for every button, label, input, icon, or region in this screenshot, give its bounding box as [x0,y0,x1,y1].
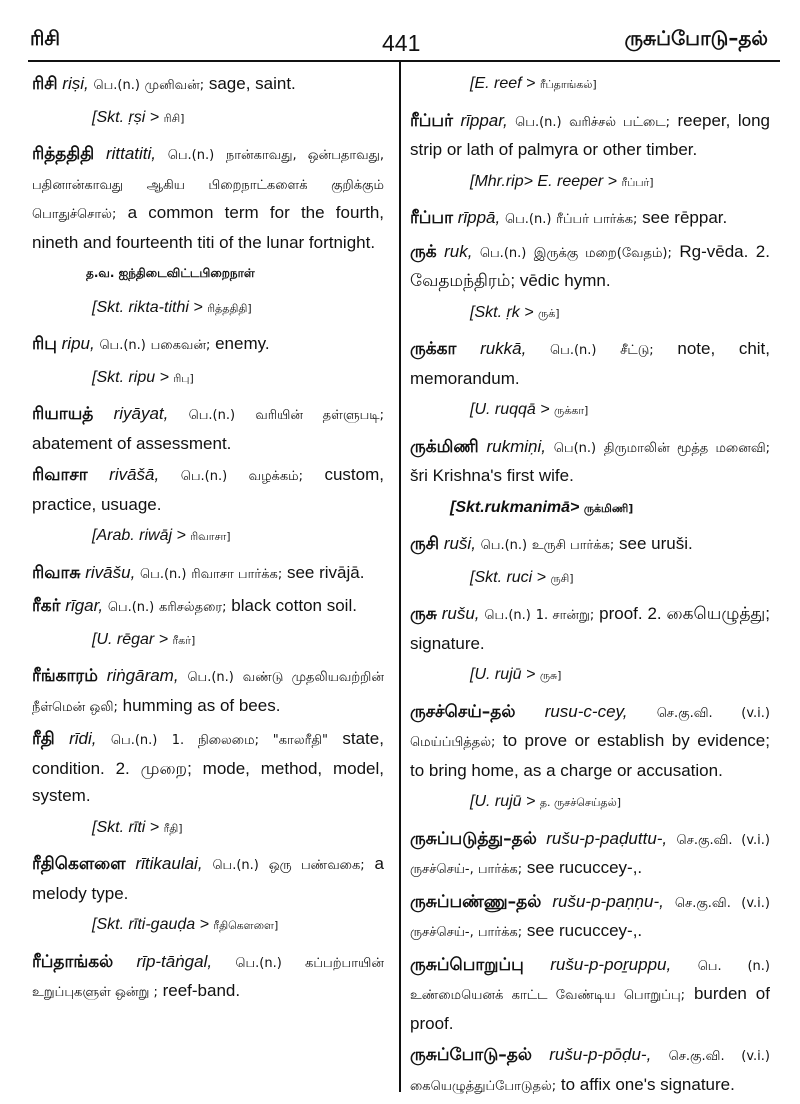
headword: ரீப்பர் [410,110,453,131]
etymology-source: [Skt. rīti > [92,818,164,836]
tamil-gloss: ஒரு பண்வகை; [268,858,365,873]
english-gloss: see rucuccey-,. [526,921,643,940]
dictionary-entry [32,850,384,907]
english-gloss: šri Krishna's first wife. [410,466,574,485]
headword: ருக் [410,241,437,262]
headword: ருசு [410,604,437,624]
transliteration: rivāšā, [109,465,160,484]
etymology [32,626,384,655]
header-rule [28,60,780,62]
english-gloss: see uruši. [619,534,693,553]
english-gloss: burden of proof. [410,984,770,1033]
etymology [410,396,770,425]
part-of-speech: செ.கு.வி. (v.i.) [676,832,770,848]
dictionary-entry [32,70,384,100]
english-gloss: to prove or establish by evidence; to bring home, as a charge or accusation. [410,731,770,780]
etymology [410,494,770,523]
etymology-tamil: ருசி] [550,571,574,585]
headword: ரீதி [32,729,55,749]
part-of-speech: பெ.(n.) [515,114,562,130]
headword: ரீகர் [32,596,61,616]
headword: ருசுப்பொறுப்பு [410,954,524,975]
dictionary-entry [32,662,384,721]
dictionary-entry [32,559,384,589]
etymology [410,661,770,690]
tamil-gloss: வண்டு முதலியவற்றின் நீள்மென் ஒலி; [32,670,384,715]
part-of-speech: பெ.(n.) [479,245,527,261]
etymology-source: [U. rujū > [470,793,540,810]
tamil-gloss: இருக்கு மறை(வேதம்); [533,245,672,261]
tamil-gloss: கையெழுத்துப்போடுதல்; [410,1078,557,1094]
english-gloss: see rivājā. [286,562,365,582]
part-of-speech: பெ.(n.) [107,600,155,615]
tamil-gloss: வரியின் தள்ளுபடி; [255,408,384,423]
transliteration: riṣi, [62,74,89,93]
etymology-tamil: ரீப்பர்] [621,175,654,189]
english-gloss: see rucuccey-,. [526,858,643,877]
english-gloss: custom, practice, usuage. [32,465,384,514]
english-gloss: reeper, long strip or lath of palmyra or other timber. [410,110,770,159]
tamil-gloss: 1. சான்று; [535,608,595,623]
etymology-source: [E. reef > [470,75,540,92]
transliteration: rītikaulai, [135,854,203,873]
headword: ருசுப்போடு–தல் [410,1045,532,1065]
headword: ரீப்பா [410,208,453,228]
transliteration: rušu, [441,604,480,623]
part-of-speech: பெ.(n.) [180,469,228,484]
english-gloss: humming as of bees. [122,695,281,715]
transliteration: ruši, [443,534,476,553]
tamil-gloss: பகைவன்; [150,338,211,353]
part-of-speech: பெ.(n.) [99,338,146,353]
dictionary-entry [32,725,384,810]
part-of-speech: பெ. (n.) [697,958,770,974]
etymology-source: [U. rujū > [470,666,540,683]
guide-word-right: ருசுப்போடு–தல் [624,26,768,50]
etymology [32,522,384,551]
etymology-tamil: ரித்ததிதி] [207,301,252,315]
transliteration: rivāšu, [85,562,136,582]
dictionary-entry [410,204,770,234]
etymology-source: [Skt. ripu > [92,368,174,386]
etymology-source: [Skt. ṛṣi > [92,108,164,126]
page-number: 441 [382,30,421,56]
tamil-gloss: கரிசல்தரை; [159,600,227,615]
part-of-speech: பெ(n.) [553,440,597,456]
transliteration: rittatiti, [105,144,157,163]
english-gloss: Rg-vēda. 2. வேதமந்திரம்; vēdic hymn. [410,241,770,290]
etymology [32,294,384,323]
tamil-gloss: ரிவாசா பார்க்க; [191,566,283,582]
english-gloss: a melody type. [32,854,384,903]
part-of-speech: பெ.(n.) [187,670,234,685]
etymology [32,104,384,133]
english-gloss: a common term for the fourth, nineth and fourteenth titi of the lunar fortnight. [32,203,384,252]
etymology-source: [Skt. rīti-gauḍa > [92,916,214,933]
tamil-gloss: முனிவன்; [144,78,205,93]
etymology-tamil: ருக்மிணி] [583,501,634,515]
english-gloss: enemy. [215,334,270,353]
transliteration: ripu, [61,334,95,353]
transliteration: rušu-p-pōḍu-, [549,1045,652,1064]
headword: ருக்மிணி [410,436,479,457]
transliteration: rīdi, [69,729,97,748]
etymology-source: [Skt. ṛk > [470,303,539,321]
guide-word-left: ரிசி [30,26,61,50]
part-of-speech: பெ.(n.) [93,78,140,93]
part-of-speech: பெ.(n.) [188,408,236,423]
transliteration: rušu-p-paṇṇu-, [552,891,664,911]
dictionary-entry [32,400,384,457]
transliteration: rukkā, [480,339,527,358]
etymology-source: [Mhr.rip> E. reeper > [470,172,622,190]
etymology-tamil: ரிசி] [163,111,185,125]
left-column [32,70,384,1011]
tamil-gloss: உண்மையெனக் காட்ட வேண்டிய பொறுப்பு; [410,988,685,1003]
english-gloss: note, chit, memorandum. [410,339,771,388]
etymology-tamil: ருக்] [538,306,560,320]
dictionary-entry [410,600,770,657]
tamil-gloss: திருமாலின் மூத்த மனைவி; [603,440,771,456]
etymology-tamil: ரீதிகௌளை] [213,919,279,932]
transliteration: rukmiṇi, [486,436,546,456]
headword: ருசுப்படுத்து–தல் [410,828,537,849]
dictionary-entry [410,888,770,947]
tamil-gloss: வரிச்சல் பட்டை; [569,114,670,130]
english-gloss: state, condition. 2. முறை; mode, method, model, system. [32,729,384,805]
right-column [410,70,770,1104]
etymology-tamil: ரீப்தாங்கல்] [539,78,597,91]
headword: ரிபு [32,334,57,354]
dictionary-entry [410,698,770,785]
etymology-source: [Arab. riwāj > [92,527,191,544]
etymology-tamil: ரிபு] [173,371,194,385]
entry-note: த.வ. ஐந்திடைவிட்டபிறைநாள் [86,266,255,280]
headword: ருக்கா [410,339,457,359]
etymology [32,911,384,940]
transliteration: rušu-p-poṟuppu, [550,954,672,974]
etymology [410,564,770,593]
headword: ரீங்காரம் [32,666,98,686]
etymology [410,168,770,197]
tamil-gloss: மெய்ப்பித்தல்; [410,735,496,750]
part-of-speech: செ.கு.வி. (v.i.) [674,895,770,911]
dictionary-entry [410,530,770,560]
headword: ரித்ததிதி [32,144,95,164]
transliteration: rīp-tāṅgal, [136,951,213,971]
dictionary-entry [32,592,384,622]
dictionary-entry [410,238,770,295]
part-of-speech: பெ.(n.) [140,566,187,582]
tamil-gloss: உருசி பார்க்க; [531,538,615,553]
english-gloss: proof. 2. கையெழுத்து; signature. [410,604,770,653]
dictionary-entry [410,951,770,1038]
etymology-tamil: ரீகர்] [172,633,196,647]
etymology-tamil: ரிவாசா] [190,530,231,543]
tamil-gloss: வழக்கம்; [248,469,303,484]
etymology-tamil: ருக்கா] [554,404,589,417]
page-header [0,0,800,62]
dictionary-entry [410,107,770,164]
part-of-speech: பெ.(n.) [235,955,282,971]
transliteration: riṅgāram, [106,666,179,685]
etymology-tamil: ரீதி] [163,821,183,835]
tamil-gloss: சீட்டு; [620,343,654,358]
transliteration: ruk, [444,241,473,261]
etymology [32,814,384,843]
etymology-source: [Skt. rikta-tithi > [92,298,208,316]
part-of-speech: பெ.(n.) [110,733,158,748]
etymology [410,788,770,817]
part-of-speech: பெ.(n.) [504,212,552,227]
tamil-gloss: ரீப்பர் பார்க்க; [556,212,638,227]
dictionary-entry [32,140,384,256]
etymology-source: [Skt. ruci > [470,568,551,586]
headword: ரியாயத் [32,404,94,424]
part-of-speech: பெ.(n.) [480,538,528,553]
tamil-gloss: ருசச்செய்-, பார்க்க; [410,862,523,877]
english-gloss: sage, saint. [208,74,296,93]
headword: ருசச்செய்–தல் [410,701,516,722]
headword: ரிவாசா [32,465,88,485]
english-gloss: black cotton soil. [231,596,357,615]
english-gloss: to affix one's signature. [560,1074,735,1094]
tamil-gloss: கப்பற்பாயின் உறுப்புகளுள் ஒன்று ; [32,955,384,1000]
part-of-speech: பெ.(n.) [550,343,597,358]
english-gloss: see rēppar. [642,208,728,227]
headword: ரிசி [32,74,58,94]
etymology [32,364,384,393]
headword: ரீதிகௌளை [32,854,126,874]
dictionary-entry [410,825,770,884]
etymology [410,70,770,99]
part-of-speech: பெ.(n.) [212,858,259,873]
transliteration: rīgar, [65,596,104,615]
headword: ரிவாசு [32,562,81,583]
tamil-gloss: நான்காவது, ஒன்பதாவது, பதினான்காவது ஆகிய பிறைநாட்களைக் குறிக்கும் பொதுச்சொல்; [32,148,385,222]
etymology-source: [U. ruqqā > [470,401,555,418]
dictionary-entry [410,433,770,490]
transliteration: rušu-p-paḍuttu-, [546,828,668,848]
dictionary-entry [410,1041,770,1100]
transliteration: rīppar, [460,110,508,130]
etymology-tamil: த. ருசச்செய்தல்] [539,796,622,809]
tamil-gloss: 1. நிலைமை; "காலரீதி" [171,733,328,748]
transliteration: rīppā, [457,208,501,227]
etymology-tamil: ருசு] [539,669,562,682]
etymology-source: [U. rēgar > [92,630,173,648]
headword: ருசுப்பண்ணு–தல் [410,891,542,912]
dictionary-entry [410,335,770,392]
english-gloss: reef-band. [162,981,241,1000]
transliteration: riyāyat, [113,404,169,423]
part-of-speech: செ.கு.வி. (v.i.) [668,1049,770,1064]
etymology-source: [Skt.rukmanimā> [450,498,584,516]
english-gloss: abatement of assessment. [32,433,232,453]
part-of-speech: பெ.(n.) [167,148,215,163]
tamil-gloss: ருசச்செய்-, பார்க்க; [410,925,523,940]
column-divider [399,62,401,1092]
headword: ருசி [410,534,440,554]
transliteration: rusu-c-cey, [544,701,628,721]
dictionary-entry [32,461,384,518]
part-of-speech: பெ.(n.) [484,608,531,623]
dictionary-entry [32,330,384,360]
etymology [410,299,770,328]
dictionary-entry [32,948,384,1007]
headword: ரீப்தாங்கல் [32,951,114,972]
part-of-speech: செ.கு.வி. (v.i.) [656,705,770,721]
